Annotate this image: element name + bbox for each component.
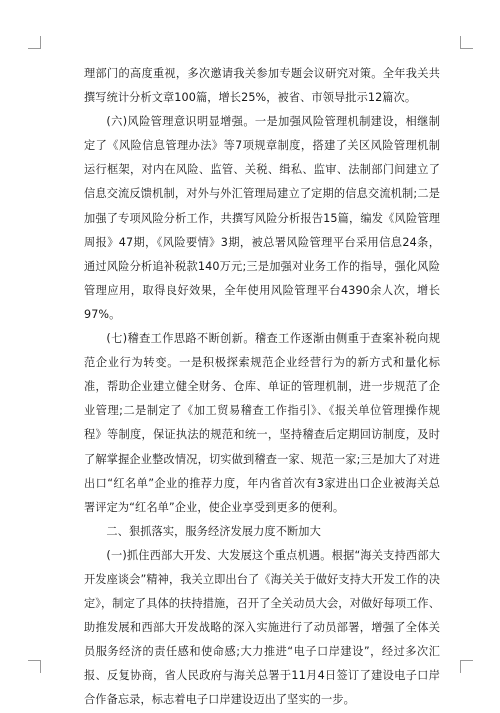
paragraph-risk-management: (六)风险管理意识明显增强。一是加强风险管理机制建设，相继制定了《风险信息管理办法》等7项规章制度，搭建了关区风险管理机制运行框架，对内在风险、监管、关税、缉私、监审、法制部门间建立了信息交流反馈机制，对外与外汇管理局建立了定期的信息交流机制;二是加强了专项风险分析工作，共撰写风险分析报告15篇，编发《风险管理周报》47期，《风险要情》3期，被总署风险管理平台采用信息24条，通过风险分析追补税款140万元;三是加强对业务工作的指导，强化风险管理应用，取得良好效果，全年使用风险管理平台4390余人次，增长97%。 (84, 115, 440, 321)
crop-mark-bottom-left (28, 660, 41, 673)
crop-mark-top-left (28, 36, 41, 49)
crop-mark-bottom-right (460, 660, 473, 673)
crop-mark-top-right (460, 36, 473, 49)
section-heading-2: 二、狠抓落实，服务经济发展力度不断加大 (106, 524, 321, 538)
document-body (84, 62, 440, 713)
paragraph-audit-work: (七)稽查工作思路不断创新。稽查工作逐渐由侧重于查案补税向规范企业行为转变。一是积极探索规范企业经营行为的新方式和量化标准，帮助企业建立健全财务、仓库、单证的管理机制，进一步规范了企业管理;二是制定了《加工贸易稽查工作指引》、《报关单位管理操作规程》等制度，保证执法的规范和统一，坚持稽查后定期回访制度，及时了解掌握企业整改情况，切实做到稽查一家、规范一家;三是加大了对进出口“红名单”企业的推荐力度，年内省首次有3家进出口企业被海关总署评定为“红名单”企业，使企业享受到更多的便利。 (84, 332, 440, 514)
paragraph-western-development: (一)抓住西部大开发、大发展这个重点机遇。根据“海关支持西部大开发座谈会”精神，我关立即出台了《海关关于做好支持大开发工作的决定》，制定了具体的扶持措施，召开了全关动员大会，对做好每项工作、助推发展和西部大开发战略的深入实施进行了动员部署，增强了全体关员服务经济的责任感和使命感;大力推进“电子口岸建设”，经过多次汇报、反复协商，省人民政府与海关总署于11月4日签订了建设电子口岸合作备忘录，标志着电子口岸建设迈出了坚实的一步。 (84, 548, 440, 707)
paragraph-continuation: 理部门的高度重视，多次邀请我关参加专题会议研究对策。全年我关共撰写统计分析文章100篇，增长25%，被省、市领导批示12篇次。 (84, 67, 440, 105)
